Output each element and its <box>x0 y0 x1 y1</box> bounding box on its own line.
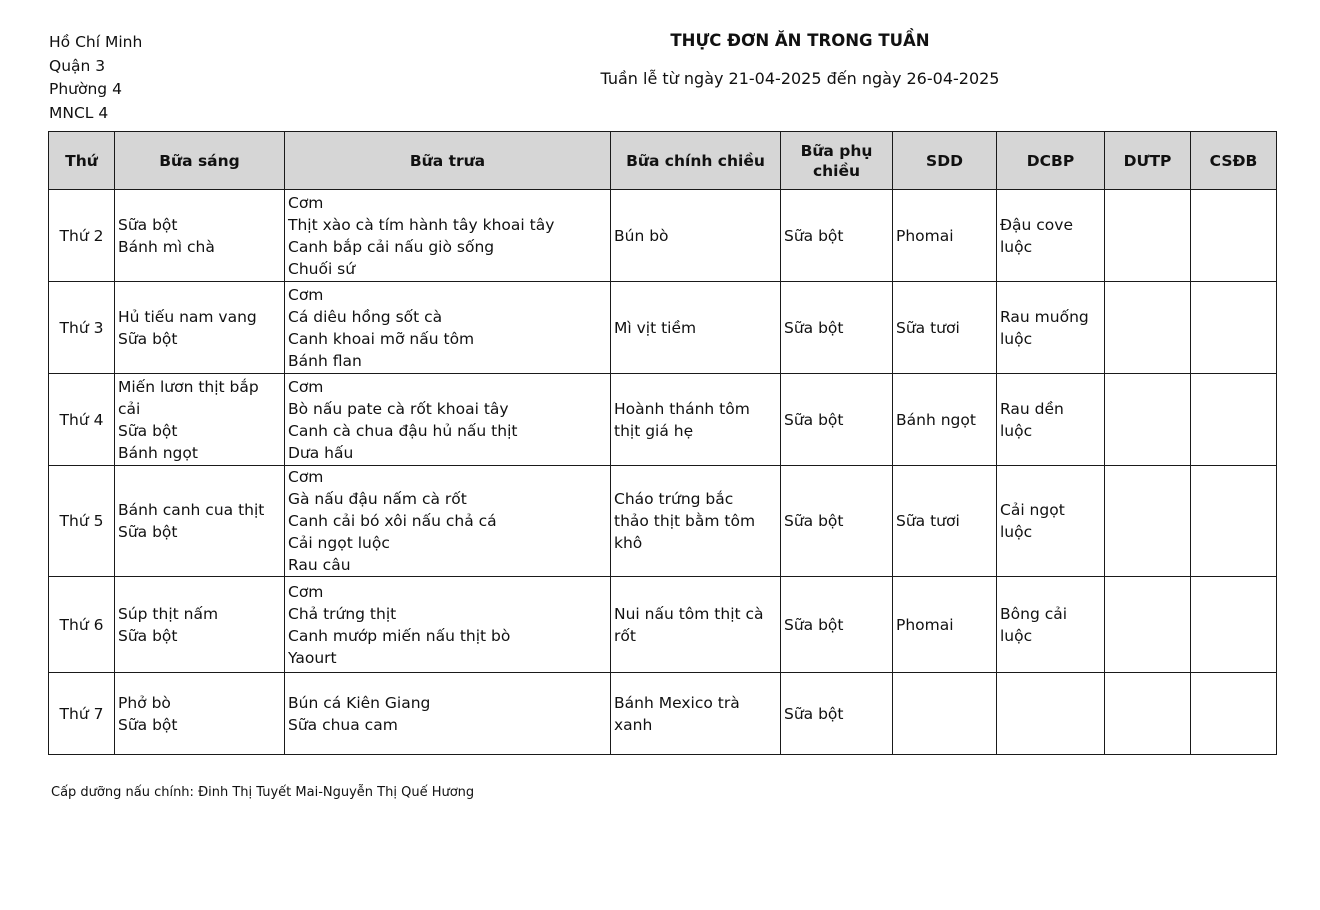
cell-line: Miến lươn thịt bắp <box>118 377 259 396</box>
cell-line: Sữa bột <box>784 615 844 634</box>
cell-line: Mì vịt tiềm <box>614 318 697 337</box>
cell-line: Bún bò <box>614 226 669 245</box>
cell-line: Bánh canh cua thịt <box>118 501 265 519</box>
table-row <box>49 282 1277 374</box>
cell-line: Bánh ngọt <box>896 410 976 429</box>
dcbp-cell <box>997 577 1105 673</box>
cell-line: Sữa chua cam <box>288 715 398 734</box>
col-header-main-afternoon: Bữa chính chiều <box>611 132 781 190</box>
day-cell: Thứ 7 <box>49 673 115 755</box>
csdb-cell <box>1191 190 1277 282</box>
col-header-snack-afternoon: Bữa phụ chiều <box>781 132 893 190</box>
day-cell: Thứ 3 <box>49 282 115 374</box>
cell-line: Hoành thánh tôm <box>614 399 750 418</box>
dcbp-cell <box>997 282 1105 374</box>
csdb-cell <box>1191 577 1277 673</box>
lunch-cell <box>285 374 611 466</box>
main-afternoon-cell <box>611 374 781 466</box>
day-cell: Thứ 6 <box>49 577 115 673</box>
cell-line: cải <box>118 399 141 418</box>
cell-line: Canh bắp cải nấu giò sống <box>288 237 495 256</box>
cell-line: Cơm <box>288 193 324 212</box>
day-cell: Thứ 2 <box>49 190 115 282</box>
lunch-cell <box>285 190 611 282</box>
breakfast-cell <box>115 673 285 755</box>
cell-line: Chả trứng thịt <box>288 604 397 623</box>
document-title: THỰC ĐƠN ĂN TRONG TUẦN <box>670 31 930 50</box>
cell-line: Phomai <box>896 615 954 634</box>
cell-line: Bò nấu pate cà rốt khoai tây <box>288 399 509 418</box>
lunch-cell <box>285 466 611 577</box>
cell-line: Cháo trứng bắc <box>614 490 734 508</box>
breakfast-cell <box>115 190 285 282</box>
cell-line: Bánh mì chà <box>118 237 215 256</box>
cell-line: Canh cà chua đậu hủ nấu thịt <box>288 421 518 440</box>
csdb-cell <box>1191 673 1277 755</box>
col-header-sdd: SDD <box>893 132 997 190</box>
cell-line: Đậu cove <box>1000 215 1073 234</box>
cell-line: thịt giá hẹ <box>614 421 694 440</box>
cell-line: Cá diêu hồng sốt cà <box>288 307 443 326</box>
col-header-breakfast: Bữa sáng <box>115 132 285 190</box>
cell-line: Sữa bột <box>118 215 178 234</box>
sdd-cell <box>893 190 997 282</box>
snack-afternoon-cell <box>781 282 893 374</box>
cell-line: luộc <box>1000 237 1033 256</box>
cell-line: Sữa bột <box>784 410 844 429</box>
cell-line: Sữa bột <box>784 704 844 723</box>
csdb-cell <box>1191 282 1277 374</box>
day-cell: Thứ 5 <box>49 466 115 577</box>
col-header-csdb: CSĐB <box>1191 132 1277 190</box>
cell-line: Thịt xào cà tím hành tây khoai tây <box>288 215 555 234</box>
breakfast-cell <box>115 577 285 673</box>
cell-line: Cải ngọt luộc <box>288 534 390 552</box>
dcbp-cell <box>997 190 1105 282</box>
cell-line: Cơm <box>288 582 324 601</box>
col-header-dutp: DƯTP <box>1105 132 1191 190</box>
cell-line: Bánh Mexico trà <box>614 693 740 712</box>
org-school: MNCL 4 <box>49 103 109 122</box>
sdd-cell <box>893 374 997 466</box>
cell-line: Cơm <box>288 377 324 396</box>
cell-line: Cơm <box>288 285 324 304</box>
breakfast-cell <box>115 374 285 466</box>
cell-line: Súp thịt nấm <box>118 604 219 623</box>
cell-line: Bánh flan <box>288 351 362 370</box>
table-header-row <box>49 132 1277 190</box>
cell-line: rốt <box>614 626 636 645</box>
cell-line: Bông cải <box>1000 604 1068 623</box>
breakfast-cell <box>115 282 285 374</box>
cell-line: khô <box>614 534 643 552</box>
table-row <box>49 190 1277 282</box>
cell-line: luộc <box>1000 329 1033 348</box>
csdb-cell <box>1191 466 1277 577</box>
cell-line: Rau câu <box>288 556 351 574</box>
cell-line: Canh cải bó xôi nấu chả cá <box>288 512 497 530</box>
dcbp-cell <box>997 466 1105 577</box>
cell-line: Dưa hấu <box>288 443 354 462</box>
cell-line: Sữa bột <box>118 626 178 645</box>
cell-line: Sữa bột <box>118 523 178 541</box>
col-header-lunch: Bữa trưa <box>285 132 611 190</box>
cell-line: Gà nấu đậu nấm cà rốt <box>288 490 467 508</box>
cell-line: Bún cá Kiên Giang <box>288 693 431 712</box>
dcbp-cell <box>997 673 1105 755</box>
cell-line: Bánh ngọt <box>118 443 198 462</box>
cell-line: Cơm <box>288 468 324 486</box>
cell-line: Phở bò <box>118 693 171 712</box>
day-cell: Thứ 4 <box>49 374 115 466</box>
lunch-cell <box>285 282 611 374</box>
table-row <box>49 673 1277 755</box>
snack-afternoon-cell <box>781 673 893 755</box>
main-afternoon-cell <box>611 466 781 577</box>
cell-line: Canh mướp miến nấu thịt bò <box>288 626 511 645</box>
main-afternoon-cell <box>611 282 781 374</box>
cell-line: luộc <box>1000 523 1033 541</box>
cell-line: Canh khoai mỡ nấu tôm <box>288 329 475 348</box>
table-body <box>49 190 1277 755</box>
main-afternoon-cell <box>611 190 781 282</box>
sdd-cell <box>893 466 997 577</box>
cell-line: luộc <box>1000 421 1033 440</box>
snack-afternoon-cell <box>781 577 893 673</box>
cell-line: Sữa tươi <box>896 318 960 337</box>
org-ward: Phường 4 <box>49 80 122 98</box>
sdd-cell <box>893 577 997 673</box>
dutp-cell <box>1105 282 1191 374</box>
table-row <box>49 374 1277 466</box>
sdd-cell <box>893 673 997 755</box>
dutp-cell <box>1105 577 1191 673</box>
dcbp-cell <box>997 374 1105 466</box>
breakfast-cell <box>115 466 285 577</box>
org-district: Quận 3 <box>49 56 106 75</box>
cell-line: Cải ngọt <box>1000 501 1065 519</box>
cell-line: Chuối sứ <box>288 259 356 278</box>
table-row <box>49 466 1277 577</box>
dutp-cell <box>1105 466 1191 577</box>
dutp-cell <box>1105 673 1191 755</box>
organization-block <box>49 31 142 125</box>
cell-line: Sữa bột <box>118 329 178 348</box>
dutp-cell <box>1105 190 1191 282</box>
cell-line: Nui nấu tôm thịt cà <box>614 604 764 623</box>
cell-line: Sữa bột <box>118 715 178 734</box>
sdd-cell <box>893 282 997 374</box>
lunch-cell <box>285 577 611 673</box>
weekly-menu-table <box>48 131 1277 755</box>
main-afternoon-cell <box>611 577 781 673</box>
lunch-cell <box>285 673 611 755</box>
cell-line: xanh <box>614 715 653 734</box>
cell-line: Sữa bột <box>118 421 178 440</box>
snack-afternoon-cell <box>781 374 893 466</box>
dutp-cell <box>1105 374 1191 466</box>
col-header-day: Thứ <box>49 132 115 190</box>
cell-line: Sữa bột <box>784 226 844 245</box>
cell-line: Sữa tươi <box>896 512 960 530</box>
cell-line: Hủ tiếu nam vang <box>118 307 257 326</box>
org-city: Hồ Chí Minh <box>49 33 143 51</box>
table-row <box>49 577 1277 673</box>
cell-line: Sữa bột <box>784 512 844 530</box>
cell-line: Rau dền <box>1000 399 1064 418</box>
cell-line: Rau muống <box>1000 307 1089 326</box>
csdb-cell <box>1191 374 1277 466</box>
cell-line: thảo thịt bằm tôm <box>614 512 756 530</box>
cell-line: Phomai <box>896 226 954 245</box>
snack-afternoon-cell <box>781 190 893 282</box>
col-header-dcbp: DCBP <box>997 132 1105 190</box>
head-cook-note: Cấp dưỡng nấu chính: Đinh Thị Tuyết Mai-Nguyễn Thị Quế Hương <box>51 785 475 800</box>
snack-afternoon-cell <box>781 466 893 577</box>
cell-line: Sữa bột <box>784 318 844 337</box>
cell-line: Yaourt <box>288 648 337 667</box>
main-afternoon-cell <box>611 673 781 755</box>
cell-line: luộc <box>1000 626 1033 645</box>
week-range: Tuần lễ từ ngày 21-04-2025 đến ngày 26-04-2025 <box>600 69 1000 88</box>
